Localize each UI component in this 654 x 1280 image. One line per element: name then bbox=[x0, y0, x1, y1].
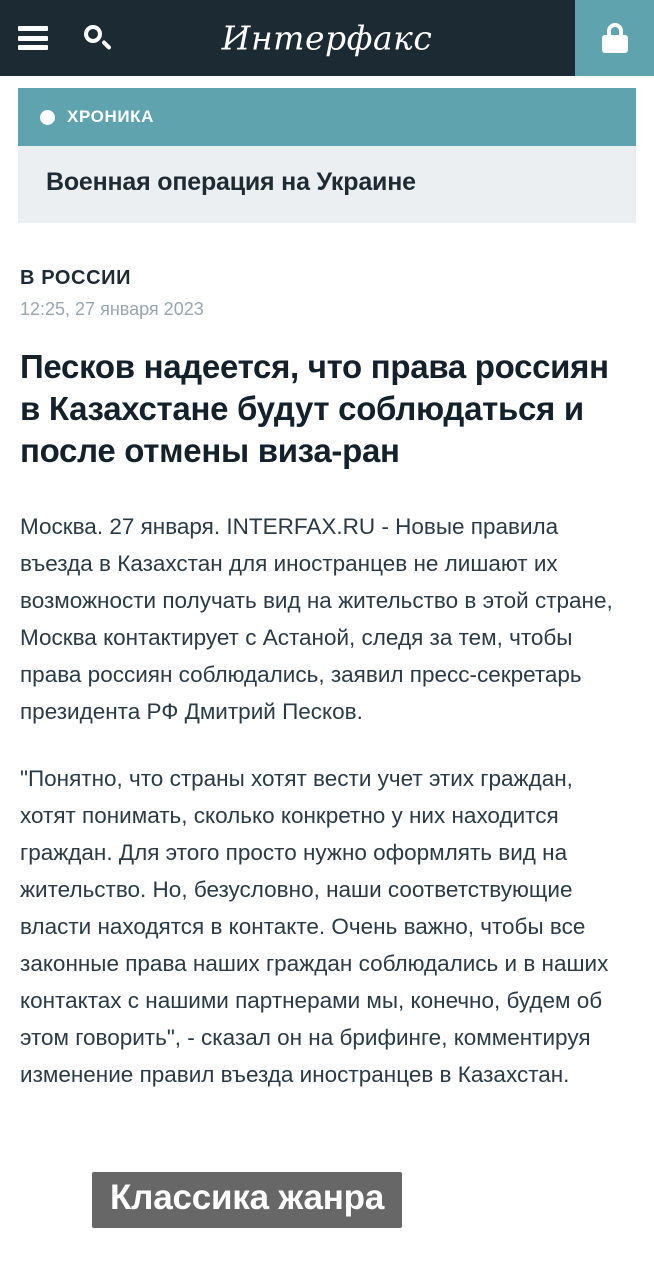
search-icon[interactable] bbox=[82, 23, 112, 53]
chronicle-label: ХРОНИКА bbox=[67, 107, 155, 126]
lock-icon bbox=[602, 23, 628, 53]
chronicle-banner[interactable] bbox=[18, 88, 636, 223]
chronicle-body bbox=[18, 146, 636, 223]
article-container bbox=[0, 223, 654, 1093]
caption-text: Классика жанра bbox=[110, 1178, 385, 1217]
lock-icon-body bbox=[602, 35, 628, 53]
article-paragraph: Москва. 27 января. INTERFAX.RU - Новые правила въезда в Казахстан для иностранцев не лишают их возможности получать вид на жительство в этой стране, Москва контактирует с Астаной, следя за тем, чтобы права россиян соблюдались, заявил пресс-секретарь президента РФ Дмитрий Песков. bbox=[20, 514, 613, 724]
article-timestamp: 12:25, 27 января 2023 bbox=[20, 299, 204, 319]
search-icon-handle bbox=[101, 40, 112, 51]
article-rubric[interactable]: В РОССИИ bbox=[20, 267, 132, 289]
hamburger-bar bbox=[18, 45, 48, 50]
chronicle-header bbox=[18, 88, 636, 146]
header-left-actions bbox=[0, 23, 112, 53]
article-paragraph: "Понятно, что страны хотят вести учет этих граждан, хотят понимать, сколько конкретно у них находится граждан. Для этого просто нужно оформлять вид на жительство. Но, безусловно, наши соответствующие власти находятся в контакте. Очень важно, чтобы все законные права наших граждан соблюдались и в наших контактах с нашими партнерами мы, конечно, будем об этом говорить", - сказал он на брифинге, комментируя изменение правил въезда иностранцев в Казахстан. bbox=[20, 766, 609, 1087]
hamburger-bar bbox=[18, 26, 48, 31]
page-title: Песков надеется, что права россиян в Казахстане будут соблюдаться и после отмены виза-ран bbox=[20, 348, 609, 469]
site-logo-text: Интерфакс bbox=[221, 18, 433, 58]
hamburger-bar bbox=[18, 36, 48, 41]
lock-button[interactable] bbox=[575, 0, 654, 76]
hamburger-menu-icon[interactable] bbox=[18, 26, 48, 50]
chronicle-dot-icon bbox=[40, 110, 55, 125]
search-icon-circle bbox=[84, 25, 102, 43]
chronicle-title[interactable]: Военная операция на Украине bbox=[46, 168, 416, 196]
caption-overlay bbox=[92, 1172, 402, 1228]
app-header bbox=[0, 0, 654, 76]
